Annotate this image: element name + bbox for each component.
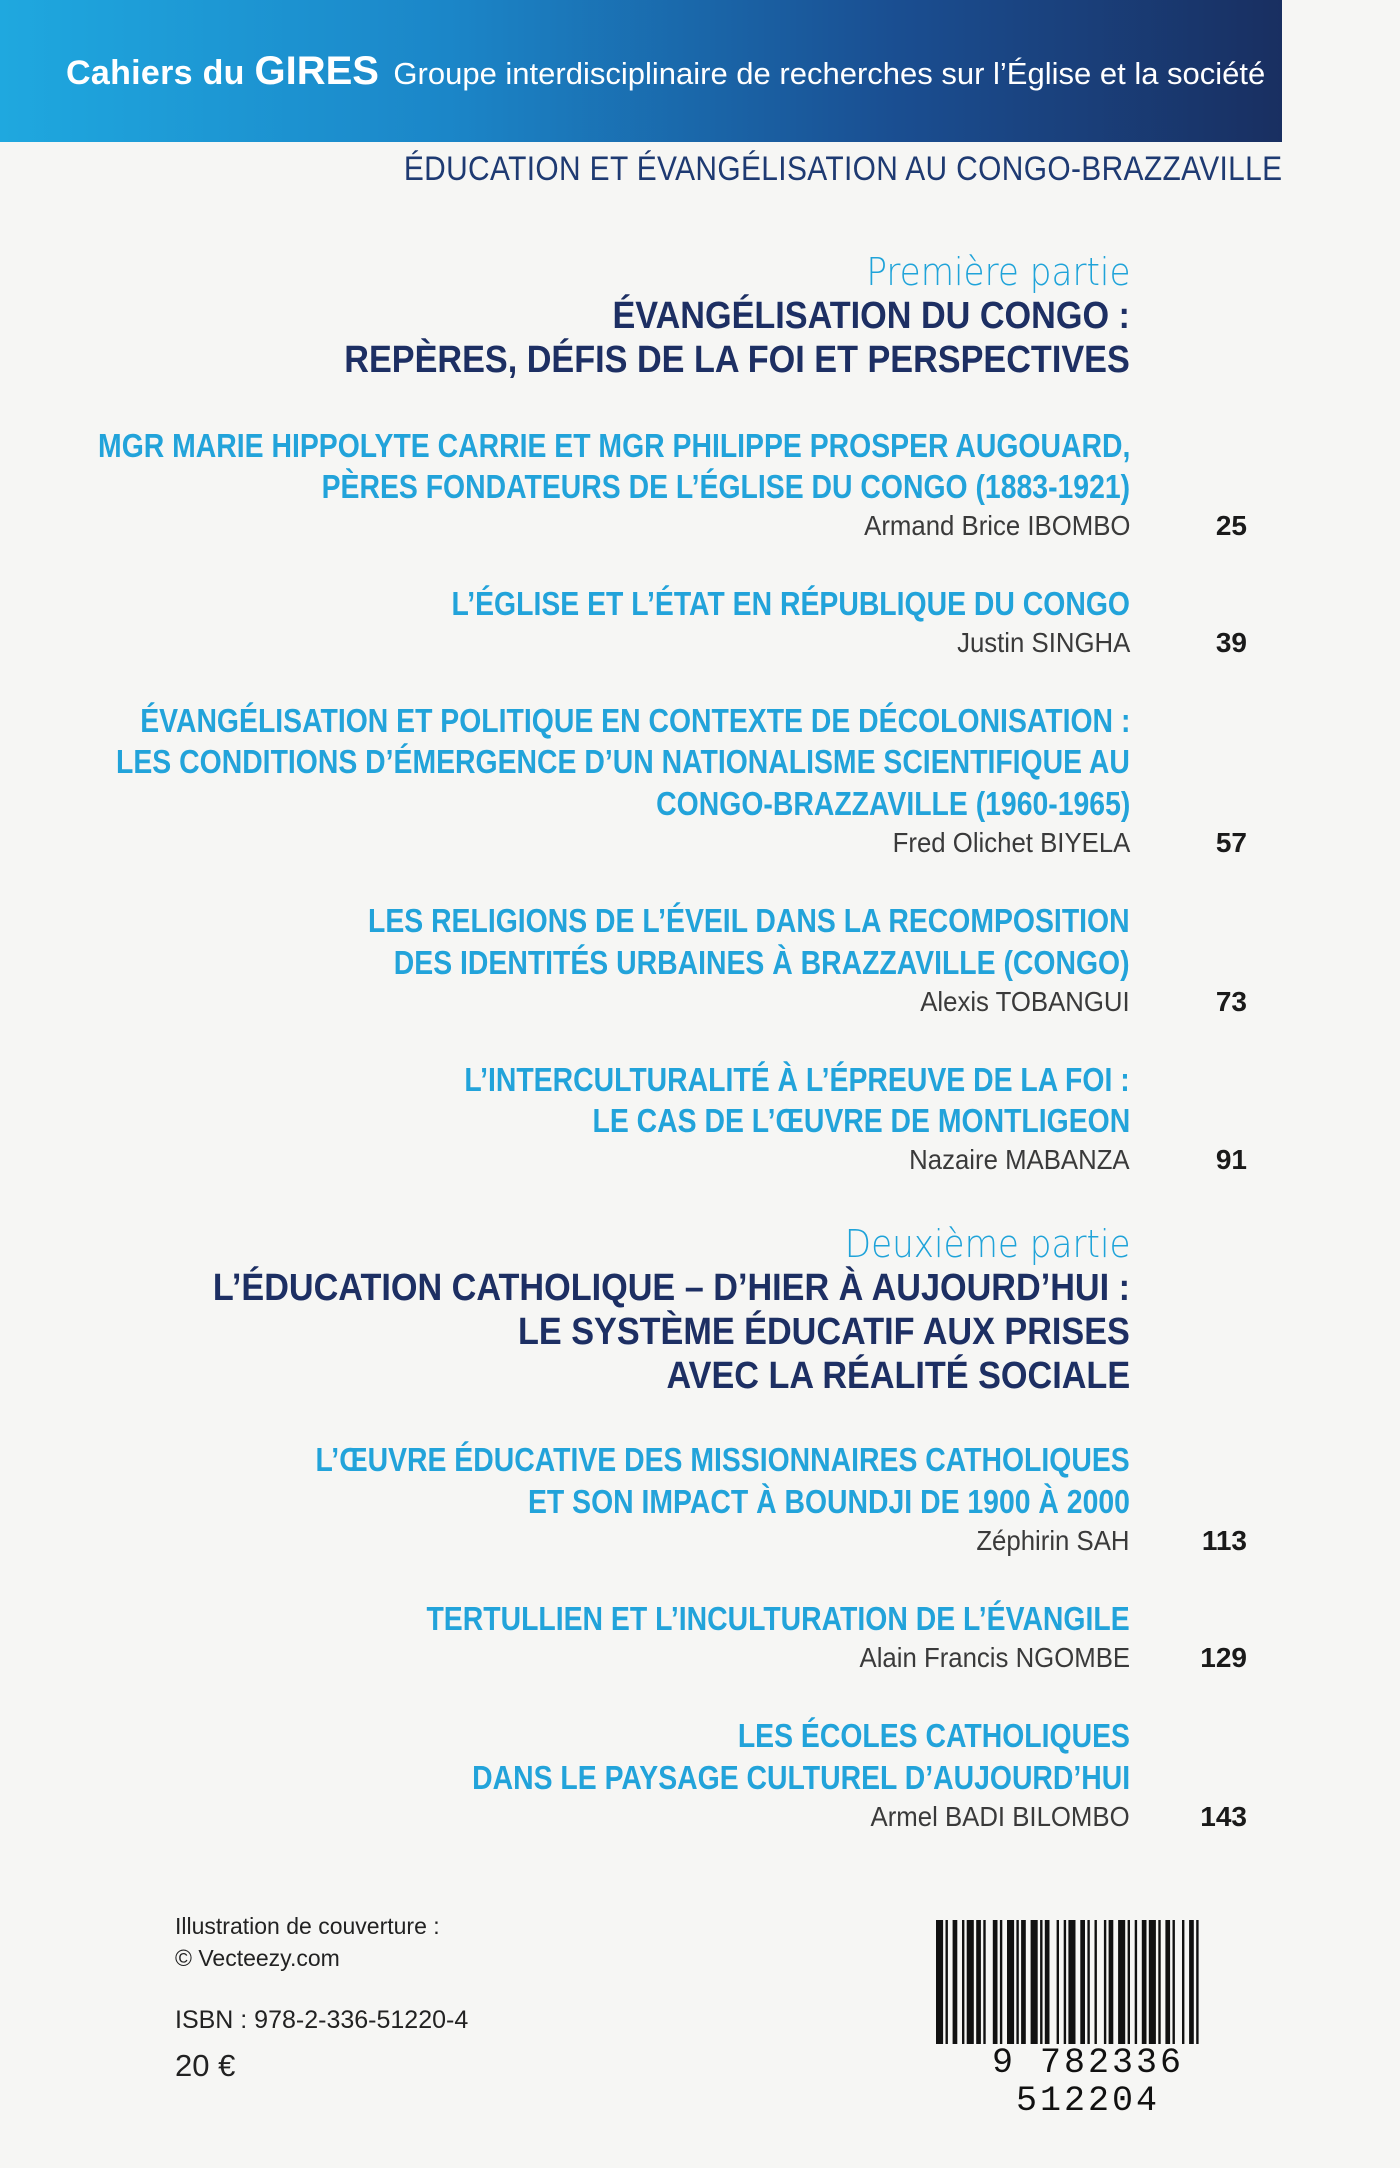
page-number: 57 — [1215, 827, 1247, 858]
part-title-line: REPÈRES, DÉFIS DE LA FOI ET PERSPECTIVES — [344, 339, 1130, 381]
barcode-bar — [962, 1920, 964, 2048]
page-number: 113 — [1201, 1525, 1247, 1556]
barcode-bar — [953, 1920, 958, 2048]
credit-label: Illustration de couverture : — [175, 1913, 440, 1939]
barcode-bar — [1064, 1920, 1066, 2048]
article-title-line: DANS LE PAYSAGE CULTUREL D’AUJOURD’HUI — [471, 1759, 1130, 1796]
article-author: Armel BADI BILOMBO — [870, 1801, 1130, 1832]
part-title-line: ÉVANGÉLISATION DU CONGO : — [612, 295, 1130, 337]
barcode-bar — [1165, 1920, 1170, 2048]
part-label: Deuxième partie — [844, 1222, 1130, 1266]
article-author: Justin SINGHA — [956, 627, 1130, 658]
barcode-bar — [1031, 1920, 1038, 2048]
barcode-bar — [1045, 1920, 1050, 2048]
barcode-bar — [993, 1920, 998, 2048]
barcode-bar — [1080, 1920, 1085, 2048]
series-acronym: GIRES — [254, 48, 379, 93]
price: 20 € — [175, 2048, 236, 2083]
article-title-line: ÉVANGÉLISATION ET POLITIQUE EN CONTEXTE DE DÉCOLONISATION : — [139, 702, 1130, 739]
page-number: 129 — [1200, 1642, 1247, 1673]
isbn: ISBN : 978-2-336-51220-4 — [175, 2006, 469, 2034]
article-title-line: LE CAS DE L’ŒUVRE DE MONTLIGEON — [592, 1102, 1130, 1139]
page-number: 91 — [1215, 1144, 1247, 1175]
barcode-bar — [1128, 1920, 1130, 2048]
page-number: 39 — [1215, 627, 1247, 658]
barcode-bar — [1118, 1920, 1125, 2048]
barcode-bar — [1158, 1920, 1160, 2048]
article-author: Zéphirin SAH — [976, 1525, 1130, 1556]
book-title: ÉDUCATION ET ÉVANGÉLISATION AU CONGO-BRAZZAVILLE — [403, 150, 1282, 188]
page-number: 25 — [1215, 510, 1247, 541]
series-subtitle: Groupe interdisciplinaire de recherches sur l’Église et la société — [393, 55, 1266, 91]
barcode-bar — [967, 1920, 974, 2048]
barcode-bar — [1142, 1920, 1147, 2048]
barcode-digits: 9 782336 512204 — [928, 2044, 1248, 2120]
barcode-bar — [1007, 1920, 1014, 2048]
barcode-bar — [1000, 1920, 1002, 2048]
barcode-bar — [1189, 1920, 1194, 2048]
part-label: Première partie — [865, 250, 1130, 294]
barcode-bar — [1109, 1920, 1114, 2048]
barcode-bar — [1057, 1920, 1059, 2048]
article-title-line: LES ÉCOLES CATHOLIQUES — [737, 1717, 1130, 1754]
barcode-bar — [1021, 1920, 1026, 2048]
barcode-bar — [1135, 1920, 1137, 2048]
page-number: 73 — [1215, 986, 1247, 1017]
article-author: Armand Brice IBOMBO — [863, 510, 1130, 541]
article-title-line: LES RELIGIONS DE L’ÉVEIL DANS LA RECOMPOSITION — [368, 902, 1130, 939]
article-author: Nazaire MABANZA — [909, 1144, 1130, 1175]
article-title-line: MGR MARIE HIPPOLYTE CARRIE ET MGR PHILIPPE PROSPER AUGOUARD, — [97, 427, 1130, 464]
barcode-bar — [1149, 1920, 1156, 2048]
barcode-bar — [976, 1920, 981, 2048]
article-title-line: PÈRES FONDATEURS DE L’ÉGLISE DU CONGO (1883-1921) — [321, 468, 1130, 505]
barcode-bar — [1182, 1920, 1184, 2048]
article-title-line: L’ŒUVRE ÉDUCATIVE DES MISSIONNAIRES CATHOLIQUES — [315, 1441, 1130, 1478]
credit-source: © Vecteezy.com — [175, 1945, 340, 1971]
barcode-bar — [1040, 1920, 1042, 2048]
article-title-line: CONGO-BRAZZAVILLE (1960-1965) — [655, 785, 1130, 822]
page-number: 143 — [1200, 1801, 1247, 1832]
barcode-bar — [983, 1920, 985, 2048]
barcode-bar — [1173, 1920, 1175, 2048]
barcode-bar — [1016, 1920, 1018, 2048]
article-title-line: LES CONDITIONS D’ÉMERGENCE D’UN NATIONALISME SCIENTIFIQUE AU — [116, 743, 1130, 780]
part-title-line: L’ÉDUCATION CATHOLIQUE – D’HIER À AUJOURD’HUI : — [212, 1267, 1130, 1309]
article-title-line: ET SON IMPACT À BOUNDJI DE 1900 À 2000 — [528, 1483, 1130, 1520]
article-author: Alain Francis NGOMBE — [859, 1642, 1130, 1673]
article-title-line: DES IDENTITÉS URBAINES À BRAZZAVILLE (CONGO) — [394, 944, 1130, 981]
part-title-line: LE SYSTÈME ÉDUCATIF AUX PRISES — [518, 1311, 1130, 1353]
article-title-line: TERTULLIEN ET L’INCULTURATION DE L’ÉVANGILE — [426, 1600, 1130, 1637]
article-author: Alexis TOBANGUI — [920, 986, 1130, 1017]
barcode-bar — [1087, 1920, 1089, 2048]
article-title-line: L’INTERCULTURALITÉ À L’ÉPREUVE DE LA FOI : — [464, 1061, 1130, 1098]
barcode-bar — [1104, 1920, 1106, 2048]
article-title-line: L’ÉGLISE ET L’ÉTAT EN RÉPUBLIQUE DU CONGO — [451, 585, 1130, 622]
part-title-line: AVEC LA RÉALITÉ SOCIALE — [666, 1355, 1130, 1397]
cover-credit — [175, 1910, 440, 1974]
barcode-bar — [1095, 1920, 1097, 2048]
series-name: Cahiers du — [66, 53, 255, 92]
article-author: Fred Olichet BIYELA — [892, 827, 1130, 858]
